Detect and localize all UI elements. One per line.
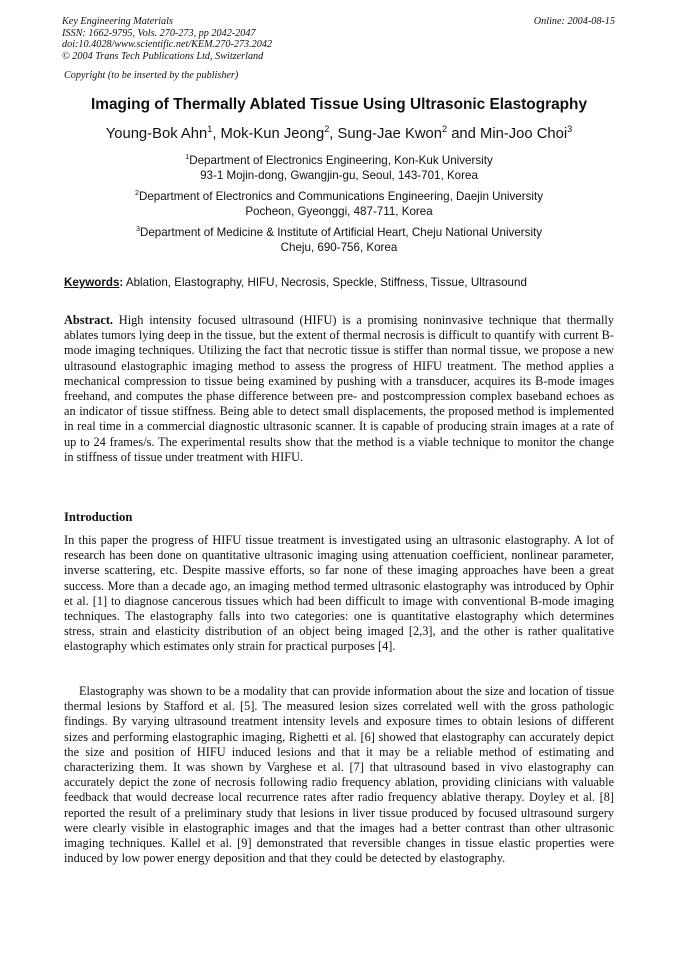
affiliation-2 xyxy=(40,189,638,219)
affiliation-1 xyxy=(40,153,638,183)
author-affiliation-mark: 2 xyxy=(441,124,448,135)
affiliation-address: 93-1 Mojin-dong, Gwangjin-gu, Seoul, 143-701, Korea xyxy=(200,169,478,183)
author-separator: and xyxy=(447,126,480,142)
affiliation-mark: 1 xyxy=(185,152,190,162)
issn-line: ISSN: 1662-9795, Vols. 270-273, pp 2042-2047 xyxy=(62,27,256,39)
keywords-label: Keywords xyxy=(64,276,120,289)
doi-line: doi:10.4028/www.scientific.net/KEM.270-273.2042 xyxy=(62,39,273,51)
author-affiliation-mark: 3 xyxy=(567,124,573,135)
affiliation-line: Department of Medicine & Institute of Artificial Heart, Cheju National University xyxy=(139,226,543,239)
abstract-label: Abstract. xyxy=(64,313,114,327)
introduction-paragraph-2: Elastography was shown to be a modality that can provide information about the size and location of tissue thermal lesions by Stafford et al. [5]. The measured lesion sizes correlated well with the gross pathologic findings. By varying ultrasound treatment intensity levels and exposure times to obtain lesions of different sizes and performing elastographic imaging, Righetti et al. [6] showed that elastography can accurately depict the size and position of HIFU induced lesions and that it may be a reliable method of estimating and characterizing them. It was shown by Varghese et al. [7] that ultrasound based in vivo elastography can accurately depict the zone of necrosis following radio frequency ablation, providing clinicians with valuable feedback that would decrease local recurrence rates after radio frequency ablative therapy. Doyley et al. [8] reported the result of a preliminary study that lesions in liver tissue produced by focused ultrasound surgery were clearly visible in elastographic images and that the images had a better contrast than other ultrasonic imaging techniques. Kallel et al. [9] demonstrated that reversible changes in tissue elastic properties were induced by low power energy deposition and that they could be detected by elastography. xyxy=(64,684,614,866)
author-name: Young-Bok Ahn xyxy=(105,126,208,142)
abstract-text: High intensity focused ultrasound (HIFU) is a promising noninvasive technique that thermally ablates tumors lying deep in the tissue, but the extent of thermal necrosis is difficult to quantify with current B-mode imaging techniques. Utilizing the fact that necrotic tissue is stiffer than normal tissue, we propose a new ultrasound elastographic imaging method to assess the progress of HIFU treatment. The method applies a mechanical compression to tissue being examined by pushing with a transducer, acquires its B-mode images freehand, and computes the phase difference between pre- and postcompression complex baseband echoes as an indicator of tissue stiffness. Being able to detect small displacements, the proposed method is implemented in real time in a commercial diagnostic ultrasonic scanner. It is capable of producing strain images at a rate of up to 24 frames/s. The experimental results show that the method is a viable technique to monitor the change in stiffness of tissue under treatment with HIFU. xyxy=(64,313,614,464)
abstract-paragraph xyxy=(64,313,614,465)
online-date: Online: 2004-08-15 xyxy=(533,16,615,27)
affiliation-3 xyxy=(40,225,638,255)
keywords-colon: : xyxy=(119,276,124,289)
copyright-note: Copyright (to be inserted by the publisher) xyxy=(64,70,239,81)
author-name: Sung-Jae Kwon xyxy=(337,126,442,142)
affiliation-line: Department of Electronics and Communications Engineering, Daejin University xyxy=(138,190,544,203)
affiliation-mark: 2 xyxy=(134,188,139,198)
author-affiliation-mark: 2 xyxy=(324,124,330,135)
author-name: Min-Joo Choi xyxy=(480,126,568,142)
author-separator: , xyxy=(329,126,338,142)
introduction-paragraph-1: In this paper the progress of HIFU tissue treatment is investigated using an ultrasonic elastography. A lot of research has been done on quantitative ultrasonic imaging using attenuation coefficient, nonlinear parameter, inverse scattering, etc. Despite massive efforts, so far none of these imaging approaches have been a great success. More than a decade ago, an imaging method termed ultrasonic elastography was introduced by Ophir et al. [1] to diagnose cancerous tissues which had been difficult to image with conventional B-mode imaging techniques. The elastography falls into two categories: one is quantitative elastography which determines stress, strain and elasticity distribution of an object being imaged [2,3], and the other is rather qualitative elastography which estimates only strain for practical purposes [4]. xyxy=(64,533,614,654)
introduction-heading: Introduction xyxy=(64,510,133,524)
author-list xyxy=(40,126,638,142)
author-affiliation-mark: 1 xyxy=(207,124,213,135)
affiliation-mark: 3 xyxy=(135,224,140,234)
affiliation-address: Cheju, 690-756, Korea xyxy=(280,241,398,255)
paper-title: Imaging of Thermally Ablated Tissue Using Ultrasonic Elastography xyxy=(90,96,588,113)
author-name: Mok-Kun Jeong xyxy=(220,126,325,142)
author-separator: , xyxy=(212,126,221,142)
affiliation-address: Pocheon, Gyeonggi, 487-711, Korea xyxy=(245,205,433,219)
affiliation-line: Department of Electronics Engineering, Kon-Kuk University xyxy=(189,154,493,167)
publisher-line: © 2004 Trans Tech Publications Ltd, Switzerland xyxy=(62,50,264,62)
keywords-text: Ablation, Elastography, HIFU, Necrosis, Speckle, Stiffness, Tissue, Ultrasound xyxy=(123,276,527,289)
keywords-line xyxy=(64,276,527,289)
journal-header xyxy=(62,16,615,62)
journal-name: Key Engineering Materials xyxy=(62,16,173,27)
